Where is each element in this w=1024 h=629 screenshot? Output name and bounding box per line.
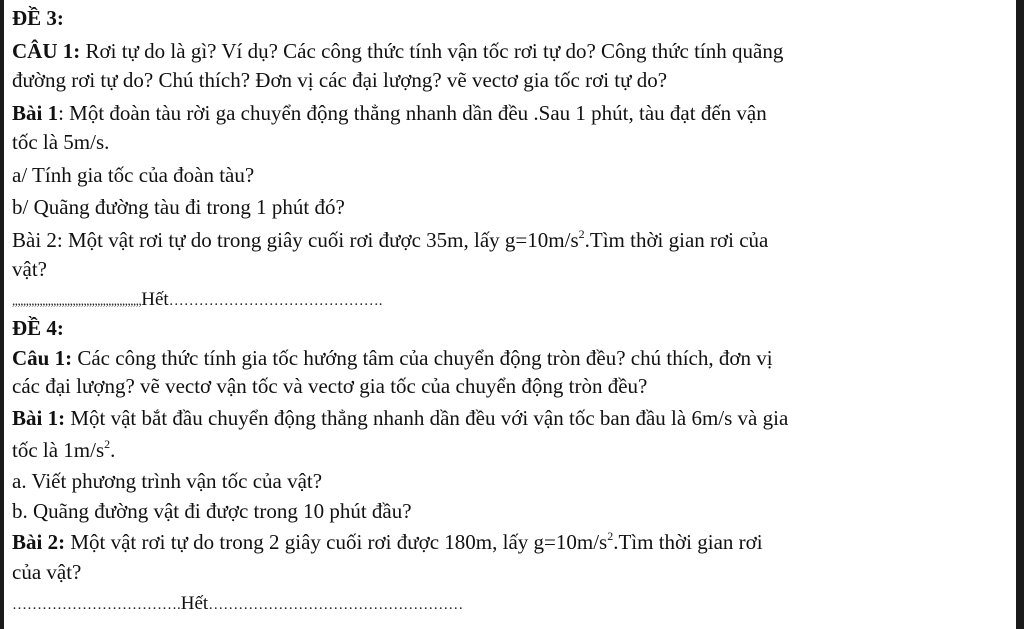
de3-cau1-label: CÂU 1: [12,39,81,63]
de4-cau1-label: Câu 1: [12,346,73,370]
de4-title: ĐỀ 4: [12,316,64,340]
de4-bai1-label: Bài 1: [12,406,66,430]
de4-bai1-line2: tốc là $1m/s^2$. [12,437,116,462]
de3-bai1-b: b/ Quãng đường tàu đi trong 1 phút đó? [12,195,345,219]
de3-cau1-line1: CÂU 1: Rơi tự do là gì? Ví dụ? Các công thức tính vận tốc rơi tự do? Công thức tính quãng [12,39,784,63]
de3-bai2-line1: Bài 2: Một vật rơi tự do trong giây cuối rơi được 35m, lấy $g=10m/s^2.Tìm$ thời gian rơi của [12,227,769,252]
de4-bai1-b: b. Quãng đường vật đi được trong 10 phút đầu? [12,499,412,523]
de4-bai1-a: a. Viết phương trình vận tốc của vật? [12,469,323,493]
de3-end-line: ,,,,,,,,,,,,,,,,,,,,,,,,,,,,,,,,,,,,,,,,,,,,,,,Hết……………………………………. [12,289,383,310]
de4-bai1-line1: Bài 1: Một vật bắt đầu chuyển động thẳng nhanh dần đều với vận tốc ban đầu là 6m/s và gia [12,406,789,430]
document-page [4,0,1016,629]
de4-cau1-line2: các đại lượng? vẽ vectơ vận tốc và vectơ gia tốc của chuyển động tròn đều? [12,374,648,398]
de3-bai1-label: Bài 1 [12,101,59,125]
de3-bai1-line1: Bài 1: Một đoàn tàu rời ga chuyển động thẳng nhanh dần đều .Sau 1 phút, tàu đạt đến vận [12,101,767,125]
de3-cau1-line2: đường rơi tự do? Chú thích? Đơn vị các đại lượng? vẽ vectơ gia tốc rơi tự do? [12,68,668,92]
de3-title: ĐỀ 3: [12,6,64,30]
de4-bai2-line1: Bài 2: Một vật rơi tự do trong 2 giây cuối rơi được 180m, lấy $g=10m/s^2.Tìm$ thời gian rơi [12,529,763,554]
de4-end-line: …………………………….Hết…………………………………………… [12,593,464,614]
de4-bai2-line2: của vật? [12,560,82,584]
de3-bai2-line2: vật? [12,257,47,281]
de3-bai1-line2: tốc là 5m/s. [12,130,110,154]
de3-bai1-a: a/ Tính gia tốc của đoàn tàu? [12,163,255,187]
de4-cau1-line1: Câu 1: Các công thức tính gia tốc hướng tâm của chuyển động tròn đều? chú thích, đơn vị [12,346,773,370]
de4-bai2-label: Bài 2: [12,530,66,554]
